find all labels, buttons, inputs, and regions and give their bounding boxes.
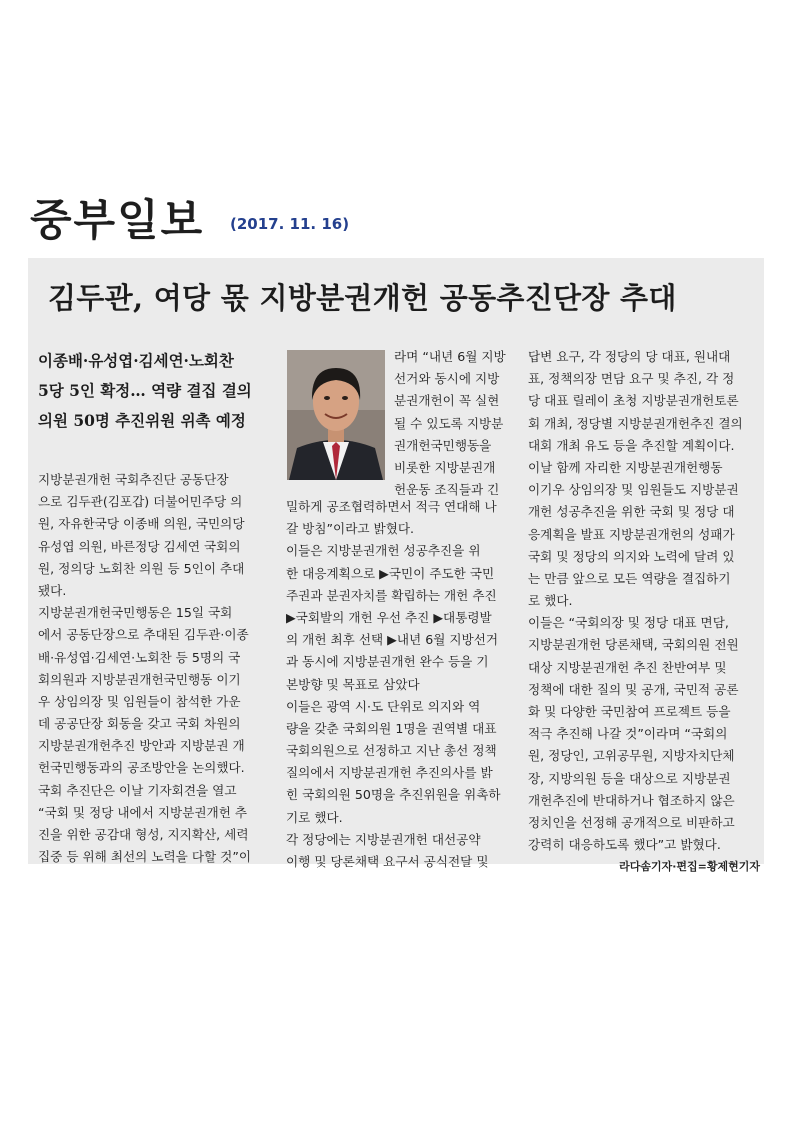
article-text-line: 이기우 상임의장 및 임원들도 지방분권 [528, 482, 739, 498]
article-text-line: 에서 공동단장으로 추대된 김두관·이종 [38, 627, 249, 643]
article-text-line: 갈 방침”이라고 밝혔다. [286, 521, 415, 537]
article-text-line: 원, 정의당 노회찬 의원 등 5인이 추대 [38, 560, 245, 576]
article-text-line: 과 동시에 지방분권개헌 완수 등을 기 [286, 654, 489, 670]
article-text-line: 개헌 성공추진을 위한 국회 및 정당 대 [528, 504, 735, 520]
article-text-line: 데 공공단장 회동을 갖고 국회 차원의 [38, 716, 241, 732]
byline: 라다솜기자·편집=황제현기자 [619, 860, 760, 874]
article-text-line: 라며 “내년 6월 지방 [394, 349, 506, 364]
article-text-line: “국회 및 정당 내에서 지방분권개헌 추 [38, 804, 248, 820]
article-text-line: 헌국민행동과의 공조방안을 논의했다. [38, 760, 245, 776]
article-text-line: 지방분권개헌 당론채택, 국회의원 전원 [528, 637, 739, 653]
article-text-line: 회 개최, 정당별 지방분권개헌추진 결의 [528, 415, 743, 431]
article-text-line: 분권개헌이 꼭 실현 [394, 393, 500, 409]
subheadline-line: 의원 50명 추진위원 위촉 예정 [38, 411, 246, 430]
article-text-line: 비롯한 지방분권개 [394, 459, 496, 475]
article-text-line: 개헌추진에 반대하거나 협조하지 않은 [528, 792, 735, 808]
article-text-line: 이들은 지방분권개헌 성공추진을 위 [286, 543, 481, 559]
article-text-line: 장, 지방의원 등을 대상으로 지방분권 [528, 770, 731, 786]
article-column-2-top [394, 346, 518, 501]
article-text-line: 국회 추진단은 이날 기자회견을 열고 [38, 782, 237, 798]
article-text-line: 정책에 대한 질의 및 공개, 국민적 공론 [528, 681, 739, 697]
article-text-line: 로 했다. [528, 593, 573, 609]
subheadline-line: 5당 5인 확정… 역량 결집 결의 [38, 381, 252, 400]
article-text-line: 배·유성엽·김세연·노회찬 등 5명의 국 [38, 649, 241, 665]
article-text-line: 본방향 및 목표로 삼았다 [286, 676, 420, 692]
headline: 김두관, 여당 몫 지방분권개헌 공동추진단장 추대 [48, 281, 677, 315]
article-text-line: 권개헌국민행동을 [394, 437, 492, 453]
article-text-line: 집중 등 위해 최선의 노력을 다할 것”이 [38, 849, 252, 865]
article-text-line: 화 및 다양한 국민참여 프로젝트 등을 [528, 704, 731, 719]
article-text-line: 당 대표 릴레이 초청 지방분권개헌토론 [528, 393, 739, 409]
article-text-line: 이행 및 당론채택 요구서 공식전달 및 [286, 854, 489, 869]
article-text-line: 답변 요구, 각 정당의 당 대표, 원내대 [528, 349, 731, 364]
article-text-line: 강력히 대응하도록 했다”고 밝혔다. [528, 837, 721, 853]
article-text-line: 지방분권개헌 국회추진단 공동단장 [38, 472, 229, 487]
article-column-1 [38, 469, 282, 868]
article-text-line: 질의에서 지방분권개헌 추진의사를 밝 [286, 765, 493, 781]
article-text-line: 주권과 분권자치를 확립하는 개헌 추진 [286, 587, 497, 603]
article-text-line: 원, 정당인, 고위공무원, 지방자치단체 [528, 748, 735, 764]
article-text-line: 대상 지방분권개헌 추진 찬반여부 및 [528, 659, 727, 675]
article-text-line: 량을 갖춘 국회의원 1명을 권역별 대표 [286, 720, 497, 736]
article-text-line: 의 개헌 최후 선택 ▶내년 6월 지방선거 [286, 632, 499, 648]
portrait-photo [287, 350, 385, 480]
article-text-line: 응계획을 발표 지방분권개헌의 성패가 [528, 526, 735, 542]
article-text-line: 적극 추진해 나갈 것”이라며 “국회의 [528, 726, 728, 742]
subheadline-line: 이종배·유성엽·김세연·노회찬 [38, 351, 234, 370]
portrait-illustration [287, 350, 385, 480]
article-text-line: 각 정당에는 지방분권개헌 대선공약 [286, 831, 481, 847]
article-text-line: 이날 함께 자리한 지방분권개헌행동 [528, 459, 723, 475]
article-text-line: 정치인을 선정해 공개적으로 비판하고 [528, 814, 735, 830]
article-text-line: 우 상임의장 및 임원들이 참석한 가운 [38, 693, 241, 709]
article-text-line: 표, 정책의장 면담 요구 및 추진, 각 정 [528, 371, 735, 387]
article-text-line: 대회 개최 유도 등을 추진할 계획이다. [528, 437, 735, 453]
article-text-line: 으로 김두관(김포갑) 더불어민주당 의 [38, 494, 243, 510]
article-text-line: 원, 자유한국당 이종배 의원, 국민의당 [38, 516, 245, 532]
article-text-line: 지방분권개헌국민행동은 15일 국회 [38, 605, 233, 621]
article-text-line: 이들은 광역 시·도 단위로 의지와 역 [286, 698, 481, 714]
article-text-line: 진을 위한 공감대 형성, 지지확산, 세력 [38, 827, 249, 842]
article-text-line: 선거와 동시에 지방 [394, 371, 500, 387]
article-text-line: ▶국회발의 개헌 우선 추진 ▶대통령발 [286, 609, 492, 625]
publication-date: (2017. 11. 16) [230, 215, 350, 233]
article-column-2 [286, 496, 518, 873]
article-text-line: 국회의원으로 선정하고 지난 총선 정책 [286, 743, 497, 759]
article-column-3 [528, 346, 760, 879]
article-text-line: 됐다. [38, 582, 67, 598]
article-text-line: 는 만큼 앞으로 모든 역량을 결집하기 [528, 570, 731, 586]
newspaper-name: 중부일보 [30, 196, 205, 246]
subheadline [38, 346, 278, 436]
article-text-line: 힌 국회의원 50명을 추진위원을 위촉하 [286, 787, 501, 803]
article-text-line: 헌운동 조직들과 긴 [394, 482, 500, 498]
article-text-line: 될 수 있도록 지방분 [394, 415, 504, 431]
article-clipping [28, 258, 764, 874]
article-text-line: 국회 및 정당의 의지와 노력에 달려 있 [528, 548, 735, 564]
article-text-line: 한 대응계획으로 ▶국민이 주도한 국민 [286, 565, 495, 581]
article-text-line: 지방분권개헌추진 방안과 지방분권 개 [38, 738, 245, 754]
article-text-line: 밀하게 공조협력하면서 적극 연대해 나 [286, 499, 497, 514]
article-text-line: 이들은 “국회의장 및 정당 대표 면담, [528, 615, 729, 631]
article-text-line: 기로 했다. [286, 809, 343, 825]
article-text-line: 회의원과 지방분권개헌국민행동 이기 [38, 671, 241, 687]
article-text-line: 유성엽 의원, 바른정당 김세연 국회의 [38, 538, 241, 554]
